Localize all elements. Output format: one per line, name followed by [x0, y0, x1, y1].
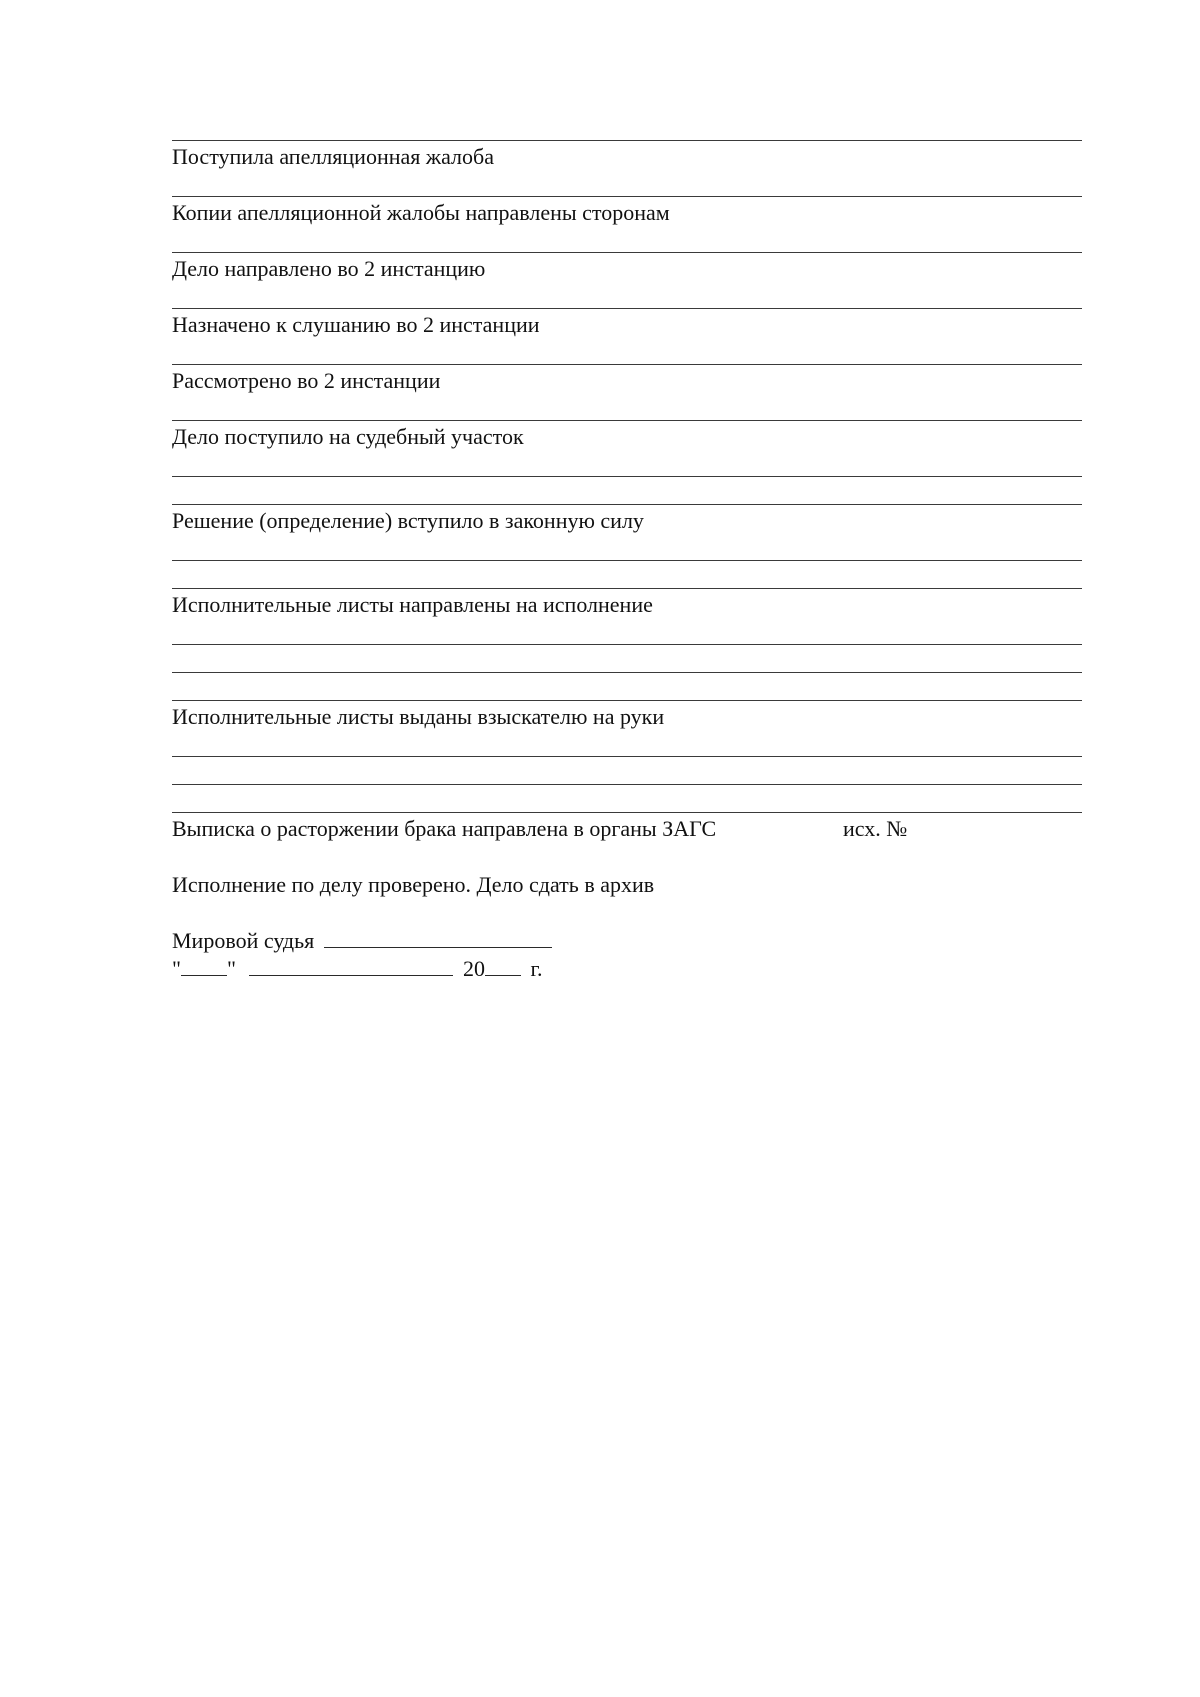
entry-case-returned: Дело поступило на судебный участок	[172, 424, 524, 449]
date-year-suffix: г.	[530, 956, 543, 981]
date-close-quote: "	[226, 956, 236, 981]
outgoing-number-label: исх. №	[843, 816, 908, 841]
divider-line	[172, 588, 1082, 589]
date-year-field[interactable]	[485, 956, 521, 976]
divider-line	[172, 672, 1082, 673]
date-open-quote: "	[172, 956, 181, 981]
divider-line	[172, 364, 1082, 365]
entry-copies-sent: Копии апелляционной жалобы направлены сторонам	[172, 200, 670, 225]
entry-scheduled-second-instance: Назначено к слушанию во 2 инстанции	[172, 312, 540, 337]
entry-writs-issued: Исполнительные листы выданы взыскателю на руки	[172, 704, 665, 729]
entry-writs-sent: Исполнительные листы направлены на исполнение	[172, 592, 653, 617]
divider-line	[172, 784, 1082, 785]
divider-line	[172, 476, 1082, 477]
entry-reviewed-second-instance: Рассмотрено во 2 инстанции	[172, 368, 441, 393]
judge-signature-field[interactable]	[324, 928, 552, 948]
divider-line	[172, 252, 1082, 253]
entry-divorce-extract: Выписка о расторжении брака направлена в органы ЗАГС	[172, 816, 717, 841]
judge-label: Мировой судья	[172, 928, 315, 953]
divider-line	[172, 420, 1082, 421]
entry-decision-in-force: Решение (определение) вступило в законную силу	[172, 508, 644, 533]
divider-line	[172, 308, 1082, 309]
entry-execution-checked: Исполнение по делу проверено. Дело сдать в архив	[172, 872, 655, 897]
entry-appeal-received: Поступила апелляционная жалоба	[172, 144, 494, 169]
divider-line	[172, 812, 1082, 813]
divider-line	[172, 504, 1082, 505]
entry-sent-to-second-instance: Дело направлено во 2 инстанцию	[172, 256, 486, 281]
date-year-prefix: 20	[462, 956, 485, 981]
divider-line	[172, 644, 1082, 645]
divider-line	[172, 140, 1082, 141]
date-month-field[interactable]	[249, 956, 453, 976]
divider-line	[172, 560, 1082, 561]
judge-signature-line	[172, 928, 552, 954]
divider-line	[172, 196, 1082, 197]
date-day-field[interactable]	[181, 956, 227, 976]
date-line	[172, 956, 543, 982]
divider-line	[172, 756, 1082, 757]
divider-line	[172, 700, 1082, 701]
